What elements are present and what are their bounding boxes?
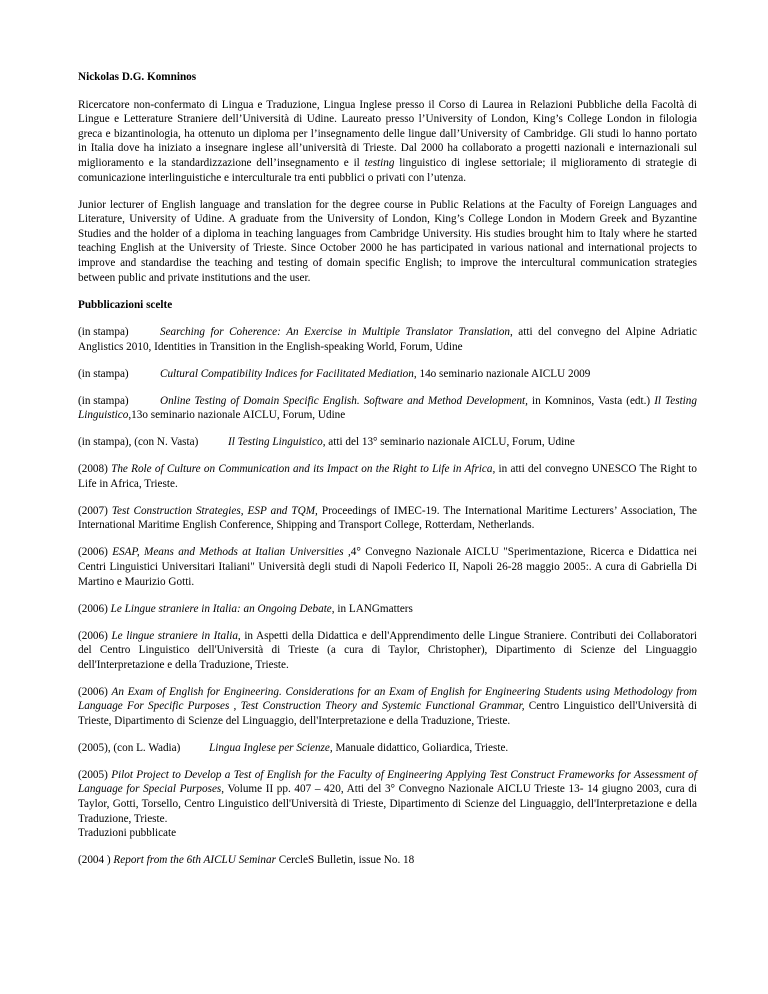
bio-english: Junior lecturer of English language and translation for the degree course in Public Relations at the Faculty of Foreign Languages and Literature, University of Udine. A graduate from the University of London, King’s College London in Modern Greek and Byzantine Studies and the holder of a diploma in teaching languages from Cambridge University. His studies brought him to Italy where he started teaching English at the University of Trieste. Since October 2000 he has participated in various national and international projects to improve and standardise the teaching and testing of domain specific English; to improve the intercultural communication strategies between public and private institutions and the user.	[78, 198, 697, 284]
publication-entry: (2005) Pilot Project to Develop a Test of English for the Faculty of Engineering Applying Test Construct Frameworks for Assessment of Language for Special Purposes, Volume II pp. 407 – 420, Atti del 3° Convegno Nazionale AICLU Trieste 13- 14 giugno 2003, cura di Taylor, Gotti, Torsello, Centro Linguistico dell'Università di Trieste, Dipartimento di Scienze del Linguaggio, dell'Interpretazione e della Traduzione, Trieste. Traduzioni pubblicate	[78, 768, 698, 840]
publication-entry: (2007) Test Construction Strategies, ESP and TQM, Proceedings of IMEC-19. The International Maritime Lecturers’ Association, The International Maritime English Conference, Shipping and Transport College, Rotterdam, Netherlands.	[78, 504, 698, 532]
publication-entry: (2006) An Exam of English for Engineering. Considerations for an Exam of English for Engineering Students using Methodology from Language For Specific Purposes , Test Construction Theory and Systemic Functional Grammar, Centro Linguistico dell'Università di Trieste, Dipartimento di Scienze del Linguaggio, dell'Interpretazione e della Traduzione, Trieste.	[78, 685, 698, 727]
publication-entry: (2008) The Role of Culture on Communication and its Impact on the Right to Life in Africa, in atti del convegno UNESCO The Right to Life in Africa, Trieste.	[78, 463, 698, 490]
publications-heading: Pubblicazioni scelte	[78, 298, 173, 311]
translations-label: Traduzioni pubblicate	[78, 827, 177, 840]
publication-entry: (in stampa), (con N. Vasta) Il Testing Linguistico, atti del 13° seminario nazionale AICLU, Forum, Udine	[78, 436, 575, 449]
publication-entry: (2006) ESAP, Means and Methods at Italian Universities ,4° Convegno Nazionale AICLU "Sperimentazione, Ricerca e Didattica nei Centri Linguistici Universitari Italiani" Università degli studi di Napoli Federico II, Napoli 26-28 maggio 2005:. A cura di Gabriella Di Martino e Maurizio Gotti.	[78, 546, 697, 588]
publication-entry: (in stampa) Searching for Coherence: An Exercise in Multiple Translator Translation, atti del convegno del Alpine Adriatic Anglistics 2010, Identities in Transition in the English-speaking World, Forum, Udine	[78, 326, 697, 353]
document-page	[78, 70, 697, 880]
publication-entry: (in stampa) Online Testing of Domain Specific English. Software and Method Development, in Komninos, Vasta (edt.) Il Testing Linguistico,13o seminario nazionale AICLU, Forum, Udine	[78, 394, 697, 422]
bio-italian: Ricercatore non-confermato di Lingua e Traduzione, Lingua Inglese presso il Corso di Laurea in Relazioni Pubbliche della Facoltà di Lingue e Letterature Straniere dell’Università di Udine. Laureato presso l’University of London, King’s College London in filologia greca e bizantinologia, ha ottenuto un diploma per l’insegnamento delle lingue dall’University of Cambridge. Gli studi lo hanno portato in Italia dove ha iniziato a insegnare inglese all’università di Trieste. Dal 2000 ha collaborato a progetti nazionali e internazionali sul miglioramento e la standardizzazione dell’insegnamento e il testing linguistico di inglese settoriale; il miglioramento di strategie di comunicazione interlinguistiche e interculturale tra enti pubblici o privati con l’utenza.	[78, 98, 697, 184]
publication-entry: (2006) Le Lingue straniere in Italia: an Ongoing Debate, in LANGmatters	[78, 602, 413, 615]
publication-entry: (in stampa) Cultural Compatibility Indices for Facilitated Mediation, 14o seminario nazionale AICLU 2009	[78, 367, 591, 380]
author-name: Nickolas D.G. Komninos	[78, 71, 197, 83]
publication-entry: (2006) Le lingue straniere in Italia, in Aspetti della Didattica e dell'Apprendimento delle Lingue Straniere. Contributi dei Collaboratori del Centro Linguistico dell'Università di Trieste (a cura di Taylor, Christopher), Dipartimento di Scienze del Linguaggio dell'Interpretazione e della Traduzione, Trieste.	[78, 629, 697, 671]
publication-entry: (2004 ) Report from the 6th AICLU Seminar CercleS Bulletin, issue No. 18	[78, 854, 415, 867]
publication-entry: (2005), (con L. Wadia) Lingua Inglese per Scienze, Manuale didattico, Goliardica, Trieste.	[78, 741, 509, 754]
